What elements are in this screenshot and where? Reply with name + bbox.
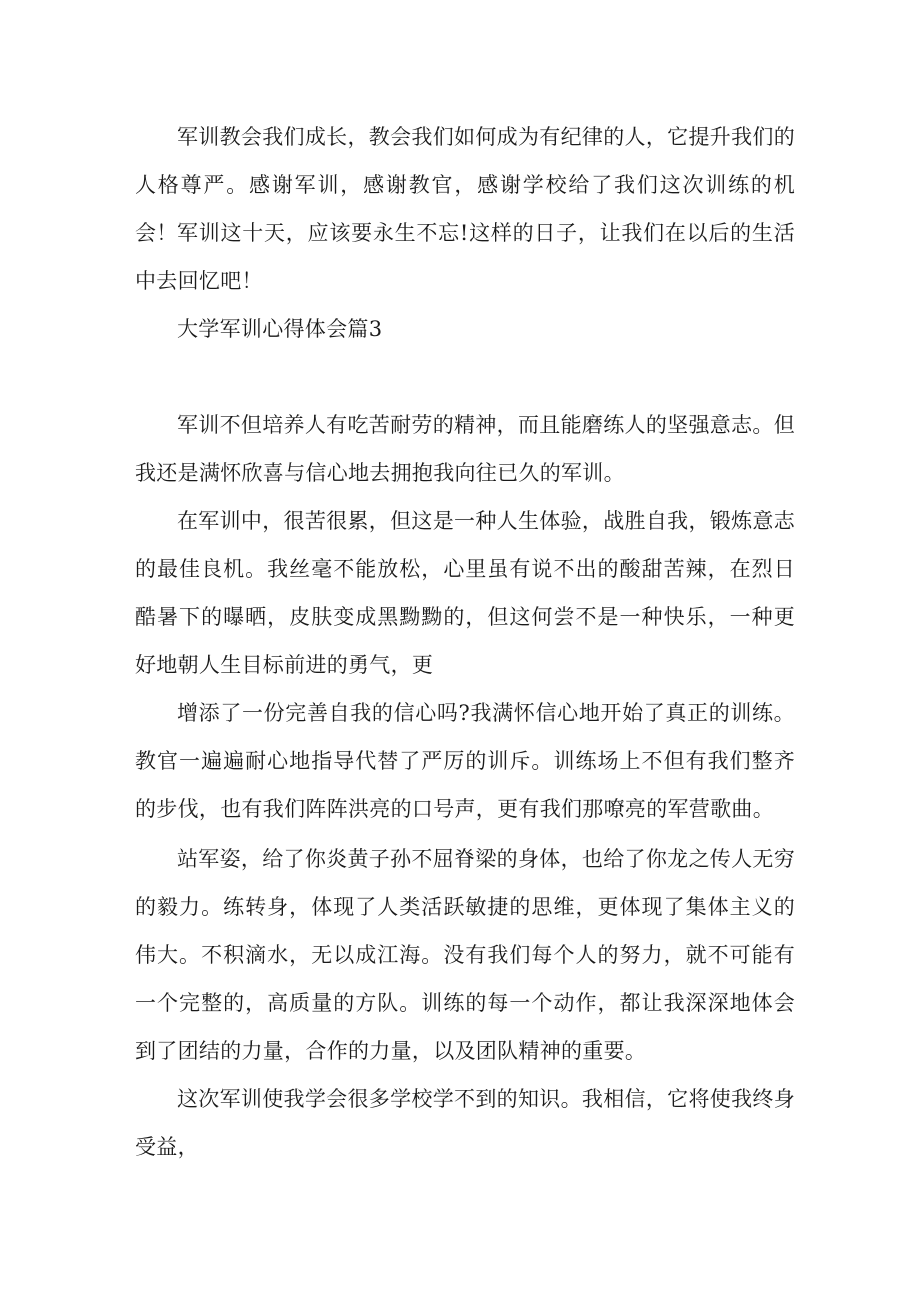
- paragraph-posture: 站军姿，给了你炎黄子孙不屈脊梁的身体，也给了你龙之传人无穷的毅力。练转身，体现了人类活跃敏捷的思维，更体现了集体主义的伟大。不积滴水，无以成江海。没有我们每个人的努力，就不可能有一个完整的，高质量的方队。训练的每一个动作，都让我深深地体会到了团结的力量，合作的力量，以及团队精神的重要。: [135, 847, 795, 1063]
- paragraph-gratitude: 军训教会我们成长，教会我们如何成为有纪律的人，它提升我们的人格尊严。感谢军训，感谢教官，感谢学校给了我们这次训练的机会！: [135, 125, 795, 245]
- paragraph-benefit: 这次军训使我学会很多学校学不到的知识。我相信，它将使我终身受益，: [135, 1087, 795, 1159]
- paragraph-will: 军训不但培养人有吃苦耐劳的精神，而且能磨练人的坚强意志。但我还是满怀欣喜与信心地去拥抱我向往已久的军训。: [135, 413, 795, 485]
- section-heading: 大学军训心得体会篇3: [177, 317, 383, 341]
- paragraph-experience: 在军训中，很苦很累，但这是一种人生体验，战胜自我，锻炼意志的最佳良机。我丝毫不能放松，心里虽有说不出的酸甜苦辣，在烈日酷暑下的曝晒，皮肤变成黑黝黝的，但这何尝不是一种快乐，一种更好地朝人生目标前进的勇气，更: [135, 509, 795, 677]
- paragraph-remember: 军训这十天，应该要永生不忘!这样的日子，让我们在以后的生活中去回忆吧！: [135, 221, 795, 293]
- paragraph-training: 增添了一份完善自我的信心吗?我满怀信心地开始了真正的训练。教官一遍遍耐心地指导代替了严厉的训斥。训练场上不但有我们整齐的步伐，也有我们阵阵洪亮的口号声，更有我们那嘹亮的军营歌曲。: [135, 701, 795, 821]
